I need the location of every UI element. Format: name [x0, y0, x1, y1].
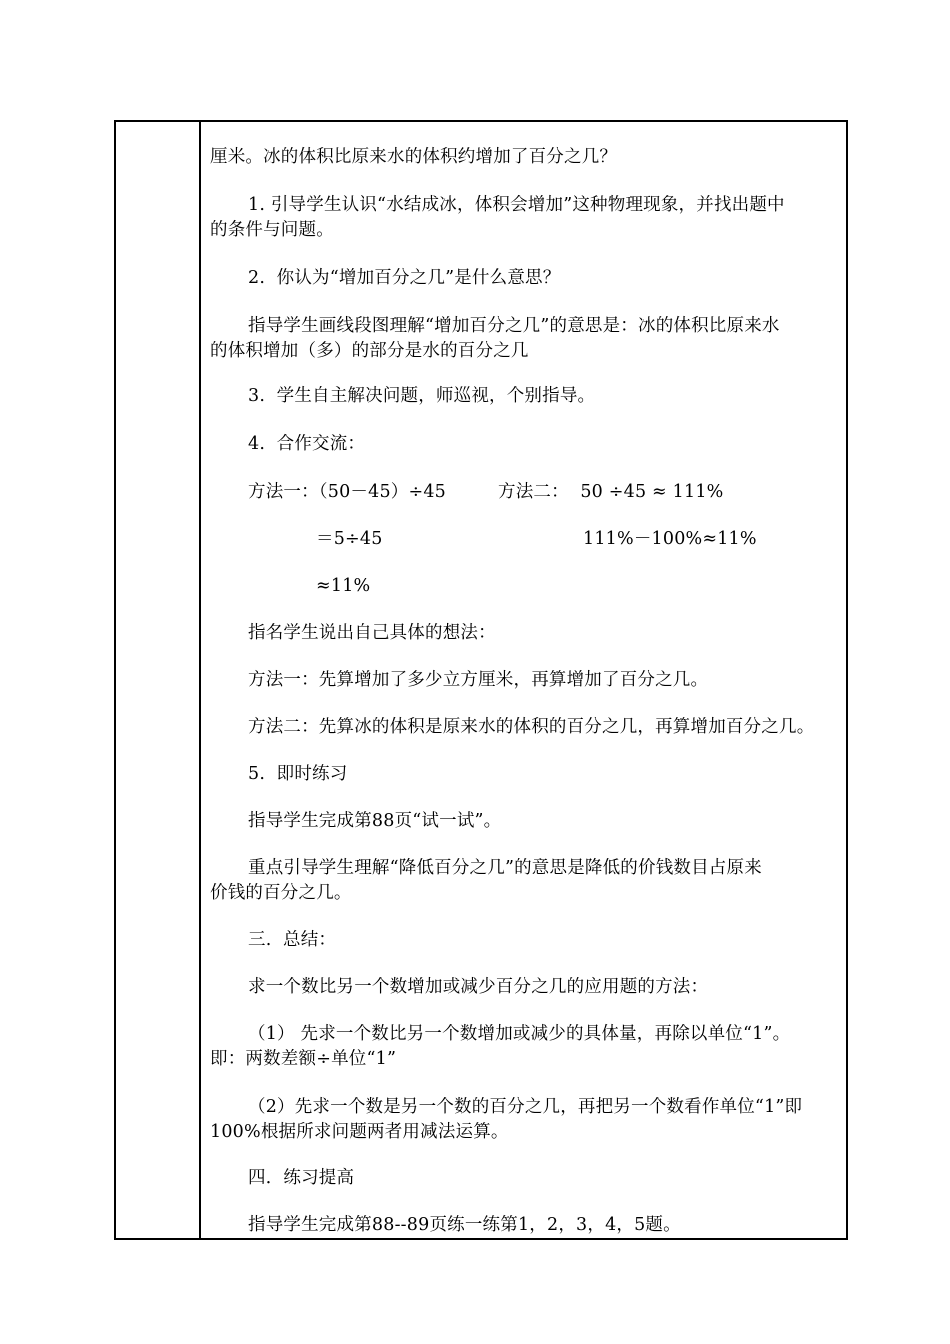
text-line: 指名学生说出自己具体的想法：	[248, 623, 496, 643]
section-heading: 三. 总结：	[248, 930, 337, 950]
text-line: 求一个数比另一个数增加或减少百分之几的应用题的方法：	[248, 977, 709, 997]
text-line: 100%根据所求问题两者用减法运算。	[210, 1122, 509, 1142]
text-line: 即：两数差额÷单位“1”	[210, 1049, 397, 1069]
text-line: 指导学生完成第88页“试一试”。	[248, 811, 502, 831]
text-line: 方法二：先算冰的体积是原来水的体积的百分之几，再算增加百分之几。	[248, 717, 815, 737]
text-line: （2）先求一个数是另一个数的百分之几，再把另一个数看作单位“1”即	[248, 1097, 803, 1117]
column-divider	[199, 120, 201, 1240]
text-line: 厘米。冰的体积比原来水的体积约增加了百分之几？	[210, 147, 618, 167]
text-line: 4. 合作交流：	[248, 434, 366, 454]
text-line: 重点引导学生理解“降低百分之几”的意思是降低的价钱数目占原来	[248, 858, 762, 878]
method-two-formula: 方法二： 50 ÷45 ≈ 111%	[498, 482, 724, 502]
method-one-formula: 方法一：（50－45）÷45	[248, 482, 447, 502]
text-line: 指导学生画线段图理解“增加百分之几”的意思是：冰的体积比原来水	[248, 316, 780, 336]
method-one-step: ＝5÷45	[316, 529, 383, 549]
text-line: 价钱的百分之几。	[210, 883, 352, 903]
text-line: 方法一：先算增加了多少立方厘米，再算增加了百分之几。	[248, 670, 709, 690]
text-line: 1. 引导学生认识“水结成冰，体积会增加”这种物理现象，并找出题中	[248, 195, 785, 215]
text-line: 指导学生完成第88--89页练一练第1，2，3，4，5题。	[248, 1215, 681, 1235]
method-two-step: 111%－100%≈11%	[583, 529, 757, 549]
text-line: 的条件与问题。	[210, 220, 334, 240]
method-one-result: ≈11%	[316, 576, 371, 596]
text-line: 的体积增加（多）的部分是水的百分之几	[210, 341, 529, 361]
section-heading: 四．练习提高	[248, 1168, 355, 1188]
text-line: 5. 即时练习	[248, 764, 348, 784]
text-line: （1） 先求一个数比另一个数增加或减少的具体量，再除以单位“1”。	[248, 1024, 791, 1044]
text-line: 2. 你认为“增加百分之几”是什么意思？	[248, 268, 561, 288]
text-line: 3. 学生自主解决问题，师巡视，个别指导。	[248, 386, 596, 406]
